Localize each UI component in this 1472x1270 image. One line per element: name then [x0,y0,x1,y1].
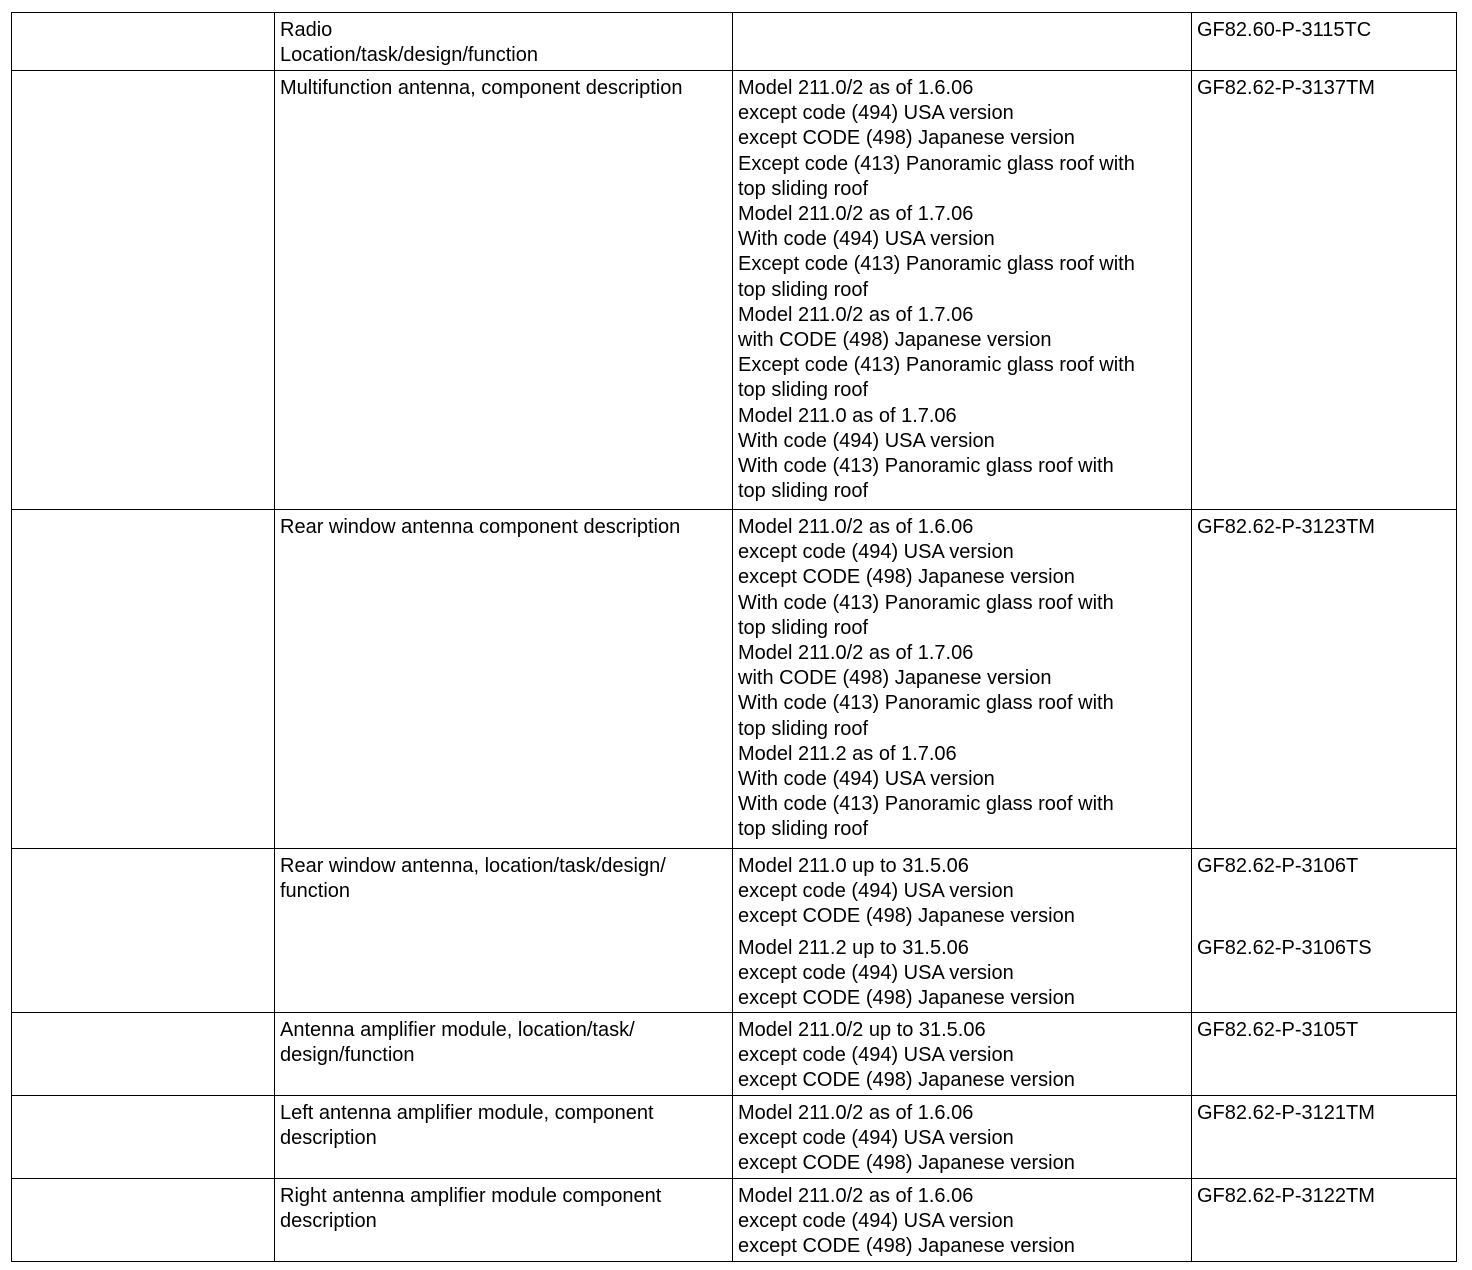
condition-line: top sliding roof [738,717,869,740]
condition-line: Model 211.0/2 as of 1.7.06 [738,303,974,326]
condition-line: Model 211.0/2 as of 1.6.06 [738,516,974,538]
conditions-cell [733,1096,1192,1179]
document-number: GF82.62-P-3123TM [1197,516,1375,538]
condition-line: Except code (413) Panoramic glass roof with [738,354,1135,377]
condition-line: except code (494) USA version [738,541,1014,564]
condition-line: Model 211.0/2 up to 31.5.06 [738,1019,986,1041]
conditions-cell [733,510,1192,849]
document-number: GF82.62-P-3137TM [1197,77,1375,99]
table-row [12,71,1457,510]
condition-line: Model 211.2 up to 31.5.06 [738,936,969,959]
condition-line: except code (494) USA version [738,1044,1014,1067]
description-line: Antenna amplifier module, location/task/ [280,1019,635,1041]
condition-line: Model 211.0/2 as of 1.6.06 [738,1102,974,1124]
description-cell [275,13,733,71]
spacer [1197,904,1452,929]
condition-line: Model 211.0/2 as of 1.7.06 [738,203,974,226]
document-number-cell [1192,510,1457,849]
condition-line: with CODE (498) Japanese version [738,667,1052,690]
description-line: Radio [280,19,333,41]
document-number: GF82.62-P-3122TM [1197,1185,1375,1207]
description-line: Multifunction antenna, component description [280,77,683,99]
table-row [12,1096,1457,1179]
condition-line: top sliding roof [738,818,869,841]
empty-cell [12,1096,275,1179]
document-table [11,12,1457,1262]
condition-line: Model 211.0/2 as of 1.6.06 [738,1185,974,1207]
condition-line: Model 211.0 as of 1.7.06 [738,404,957,427]
condition-line: Except code (413) Panoramic glass roof with [738,152,1135,175]
conditions-cell [733,13,1192,71]
description-line: Rear window antenna, location/task/design/ [280,855,666,877]
empty-cell [12,849,275,1013]
empty-cell [12,13,275,71]
description-line: Rear window antenna component description [280,516,681,538]
table-row [12,1013,1457,1096]
description-line: description [280,1127,377,1150]
empty-cell [12,510,275,849]
conditions-cell [733,1013,1192,1096]
document-number: GF82.62-P-3106T [1197,855,1359,877]
spacer [1197,879,1452,904]
condition-line: Model 211.2 as of 1.7.06 [738,742,957,765]
condition-line: With code (494) USA version [738,429,995,452]
condition-line: except code (494) USA version [738,1127,1014,1150]
description-line: design/function [280,1044,415,1067]
condition-line: top sliding roof [738,480,869,503]
condition-line: With code (413) Panoramic glass roof with [738,591,1114,614]
document-number: GF82.62-P-3106TS [1197,936,1372,959]
condition-line: With code (494) USA version [738,768,995,791]
description-cell [275,1179,733,1262]
document-number-cell [1192,849,1457,1013]
description-line: description [280,1210,377,1233]
condition-line: Model 211.0 up to 31.5.06 [738,855,969,877]
description-cell [275,71,733,510]
condition-line: except CODE (498) Japanese version [738,905,1075,928]
condition-line: except CODE (498) Japanese version [738,987,1075,1010]
condition-line: except CODE (498) Japanese version [738,1069,1075,1092]
condition-line: With code (413) Panoramic glass roof with [738,692,1114,715]
condition-line: top sliding roof [738,616,869,639]
condition-line: except CODE (498) Japanese version [738,566,1075,589]
empty-cell [12,1013,275,1096]
document-number-cell [1192,13,1457,71]
conditions-cell [733,71,1192,510]
description-line: Left antenna amplifier module, component [280,1102,654,1124]
document-number-cell [1192,71,1457,510]
condition-line: except code (494) USA version [738,880,1014,903]
condition-line: except CODE (498) Japanese version [738,1235,1075,1258]
document-number-cell [1192,1013,1457,1096]
condition-line: Model 211.0/2 as of 1.6.06 [738,77,974,99]
condition-line: except code (494) USA version [738,961,1014,984]
conditions-cell [733,1179,1192,1262]
description-line: function [280,880,351,903]
description-cell [275,849,733,1013]
condition-line: top sliding roof [738,177,869,200]
condition-line: except CODE (498) Japanese version [738,1152,1075,1175]
condition-line: top sliding roof [738,278,869,301]
table-row [12,13,1457,71]
condition-line: Model 211.0/2 as of 1.7.06 [738,642,974,665]
document-number: GF82.62-P-3121TM [1197,1102,1375,1124]
description-cell [275,1096,733,1179]
condition-line: except code (494) USA version [738,1210,1014,1233]
description-cell [275,1013,733,1096]
conditions-cell [733,849,1192,1013]
condition-line: except CODE (498) Japanese version [738,127,1075,150]
condition-line: except code (494) USA version [738,102,1014,125]
document-number: GF82.60-P-3115TC [1197,19,1372,41]
description-line: Right antenna amplifier module component [280,1185,662,1207]
table-row [12,1179,1457,1262]
condition-line: With code (413) Panoramic glass roof with [738,793,1114,816]
condition-line: Except code (413) Panoramic glass roof with [738,253,1135,276]
empty-cell [12,71,275,510]
document-number-cell [1192,1096,1457,1179]
condition-line: with CODE (498) Japanese version [738,329,1052,352]
document-number: GF82.62-P-3105T [1197,1019,1359,1041]
table-row [12,510,1457,849]
document-number-cell [1192,1179,1457,1262]
condition-line: top sliding roof [738,379,869,402]
empty-cell [12,1179,275,1262]
description-line: Location/task/design/function [280,44,538,67]
condition-line: With code (494) USA version [738,228,995,251]
description-cell [275,510,733,849]
table-row [12,849,1457,1013]
condition-line: With code (413) Panoramic glass roof with [738,455,1114,478]
